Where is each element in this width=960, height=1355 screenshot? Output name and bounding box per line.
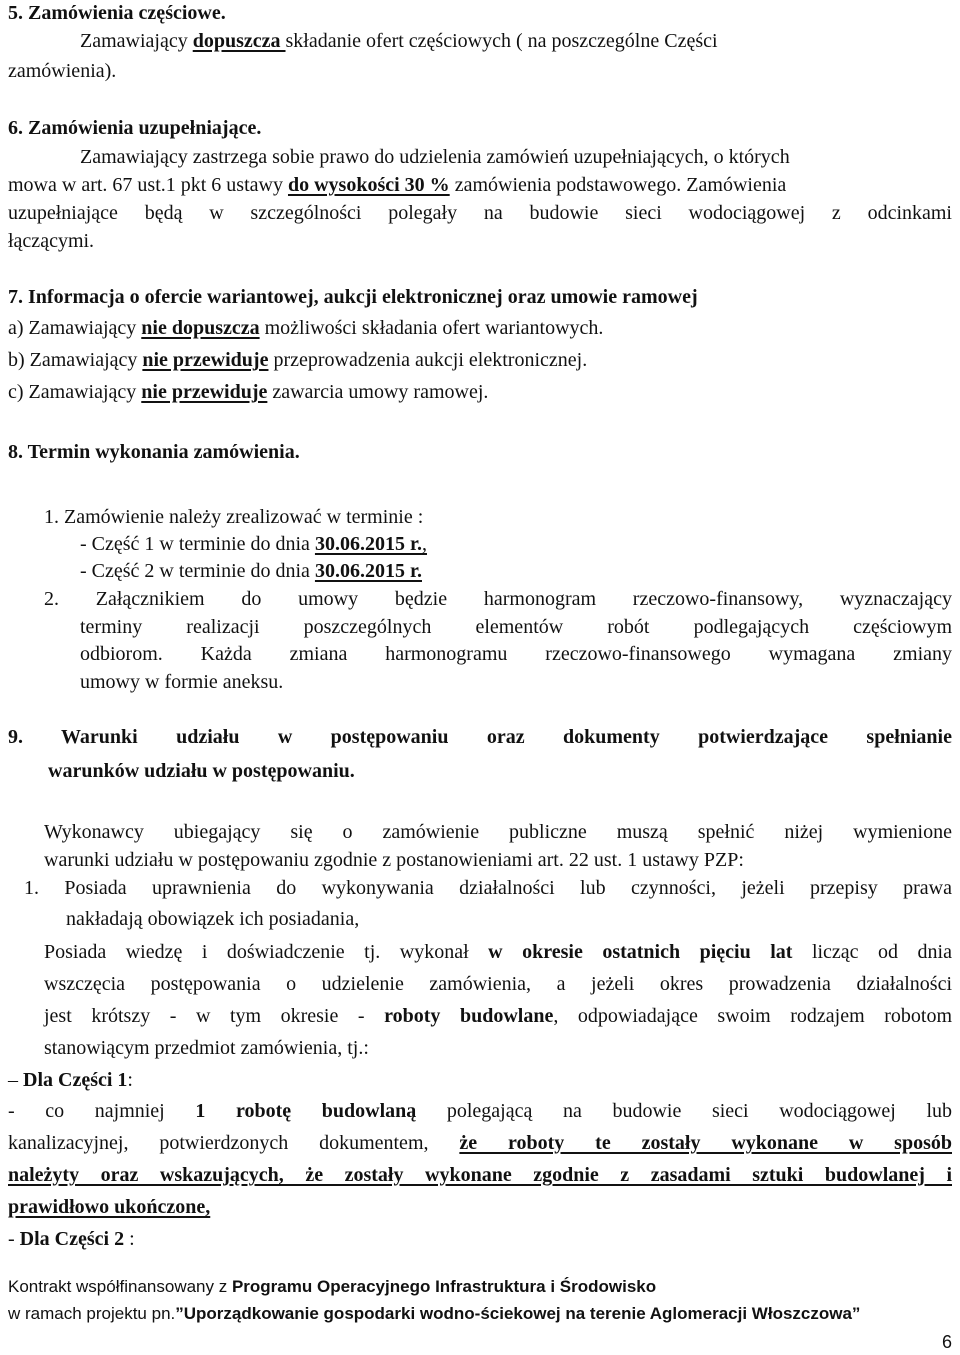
section-6-text-line: łączącymi.: [8, 230, 95, 252]
requirement-line: prawidłowo ukończone,: [8, 1196, 211, 1218]
text-span: - co najmniej: [8, 1100, 196, 1122]
text-span: 2. Załącznikiem do umowy będzie harmonogram rzeczowo-finansowy, wyznaczający: [44, 588, 952, 610]
section-8-item-1: 1. Zamówienie należy zrealizować w terminie :: [44, 506, 424, 528]
emphasis-text: roboty budowlane: [384, 1005, 554, 1027]
experience-line: wszczęcia postępowania o udzielenie zamówienia, a jeżeli okres prowadzenia działalności: [44, 973, 952, 995]
section-6-text-line: uzupełniające będą w szczególności polegały na budowie sieci wodociągowej z odcinkami: [8, 202, 952, 224]
text-span: Posiada wiedzę i doświadczenie tj. wykonał: [44, 941, 489, 963]
section-7-item-c: [8, 379, 488, 405]
text-span: zawarcia umowy ramowej.: [267, 381, 489, 403]
footer-line: [8, 1303, 860, 1325]
text-span: jest krótszy - w tym okresie -: [44, 1005, 385, 1027]
text-span: Zamawiający: [80, 30, 193, 52]
text-span: licząc od dnia: [792, 941, 952, 963]
text-span: - Część 2 w terminie do dnia: [80, 560, 315, 582]
emphasis-text: Dla Części 1: [23, 1069, 128, 1091]
section-8-part-2: [80, 558, 422, 584]
part-1-label: [8, 1067, 133, 1093]
requirement-line: należyty oraz wskazujących, że zostały wykonane zgodnie z zasadami sztuki budowlanej i: [8, 1164, 952, 1186]
emphasis-text: Dla Części 2: [19, 1228, 125, 1250]
section-7-heading: 7. Informacja o ofercie wariantowej, aukcji elektronicznej oraz umowie ramowej: [8, 286, 698, 308]
text-span: możliwości składania ofert wariantowych.: [259, 317, 604, 339]
section-9-intro-line: Wykonawcy ubiegający się o zamówienie publiczne muszą spełnić niżej wymienione: [44, 821, 952, 843]
experience-line: [44, 939, 952, 965]
text-span: składanie ofert częściowych ( na poszczególne Części: [285, 30, 718, 52]
emphasis-text: 1 robotę budowlaną: [195, 1100, 417, 1122]
text-span: c) Zamawiający: [8, 381, 142, 403]
emphasis-text: nie dopuszcza: [141, 317, 260, 339]
project-name: ”Uporządkowanie gospodarki wodno-ściekowej na terenie Aglomeracji Włoszczowa”: [175, 1304, 861, 1323]
section-9-heading: 9. Warunki udziału w postępowaniu oraz dokumenty potwierdzające spełnianie: [8, 726, 952, 748]
requirement-line: [8, 1098, 952, 1124]
experience-line: stanowiącym przedmiot zamówienia, tj.:: [44, 1037, 369, 1059]
date-text: 30.06.2015 r.: [314, 560, 422, 582]
section-6-text-line: [8, 172, 786, 198]
section-9-intro-line: warunki udziału w postępowaniu zgodnie z postanowieniami art. 22 ust. 1 ustawy PZP:: [44, 849, 744, 871]
section-6-heading: 6. Zamówienia uzupełniające.: [8, 117, 262, 139]
text-span: polegającą na budowie sieci wodociągowej lub: [416, 1100, 952, 1122]
text-span: - Część 1 w terminie do dnia: [80, 533, 315, 555]
text-span: zamówienia podstawowego. Zamówienia: [449, 174, 787, 196]
text-span: ,: [421, 533, 427, 555]
section-9-point-1-cont: nakładają obowiązek ich posiadania,: [66, 908, 360, 930]
text-span: mowa w art. 67 ust.1 pkt 6 ustawy: [8, 174, 288, 196]
emphasis-text: że roboty te zostały wykonane w sposób: [459, 1132, 952, 1154]
section-8-item-2-line: odbiorom. Każda zmiana harmonogramu rzeczowo-finansowego wymagana zmiany: [80, 643, 952, 665]
text-span: w ramach projektu pn.: [8, 1304, 176, 1323]
date-text: 30.06.2015 r.: [314, 533, 422, 555]
section-7-item-b: [8, 347, 587, 373]
section-8-part-1: [80, 531, 427, 557]
page-number: 6: [941, 1332, 952, 1352]
requirement-line: [8, 1130, 952, 1156]
section-7-item-a: [8, 315, 603, 341]
section-8-item-2: [44, 586, 952, 612]
text-span: Kontrakt współfinansowany z: [8, 1277, 232, 1296]
program-name: Programu Operacyjnego Infrastruktura i Środowisko: [231, 1277, 657, 1296]
text-span: :: [124, 1228, 135, 1250]
section-9-point-1: 1. Posiada uprawnienia do wykonywania działalności lub czynności, jeżeli przepisy prawa: [24, 877, 952, 899]
text-span: –: [8, 1069, 23, 1091]
section-6-text-line: Zamawiający zastrzega sobie prawo do udzielenia zamówień uzupełniających, o których: [80, 146, 790, 168]
section-5-heading: 5. Zamówienia częściowe.: [8, 2, 226, 24]
text-span: , odpowiadające swoim rodzajem robotom: [553, 1005, 952, 1027]
emphasis-text: dopuszcza: [192, 30, 286, 52]
section-5-text-line: [80, 28, 718, 54]
text-span: przeprowadzenia aukcji elektronicznej.: [268, 349, 588, 371]
section-9-heading-cont: warunków udziału w postępowaniu.: [48, 760, 355, 782]
emphasis-text: w okresie ostatnich pięciu lat: [488, 941, 793, 963]
footer-line: [8, 1276, 656, 1298]
section-8-heading: 8. Termin wykonania zamówienia.: [8, 441, 300, 463]
section-5-text-line: zamówienia).: [8, 60, 117, 82]
part-2-label: [8, 1226, 135, 1252]
text-span: :: [127, 1069, 133, 1091]
emphasis-text: nie przewiduje: [141, 381, 268, 403]
section-8-item-2-line: terminy realizacji poszczególnych elementów robót podlegających częściowym: [80, 616, 952, 638]
text-span: a) Zamawiający: [8, 317, 142, 339]
experience-line: [44, 1003, 952, 1029]
section-8-item-2-line: umowy w formie aneksu.: [80, 671, 284, 693]
emphasis-text: nie przewiduje: [142, 349, 269, 371]
text-span: -: [8, 1228, 20, 1250]
text-span: kanalizacyjnej, potwierdzonych dokumentem,: [8, 1132, 460, 1154]
emphasis-text: do wysokości 30 %: [287, 174, 450, 196]
text-span: b) Zamawiający: [8, 349, 143, 371]
